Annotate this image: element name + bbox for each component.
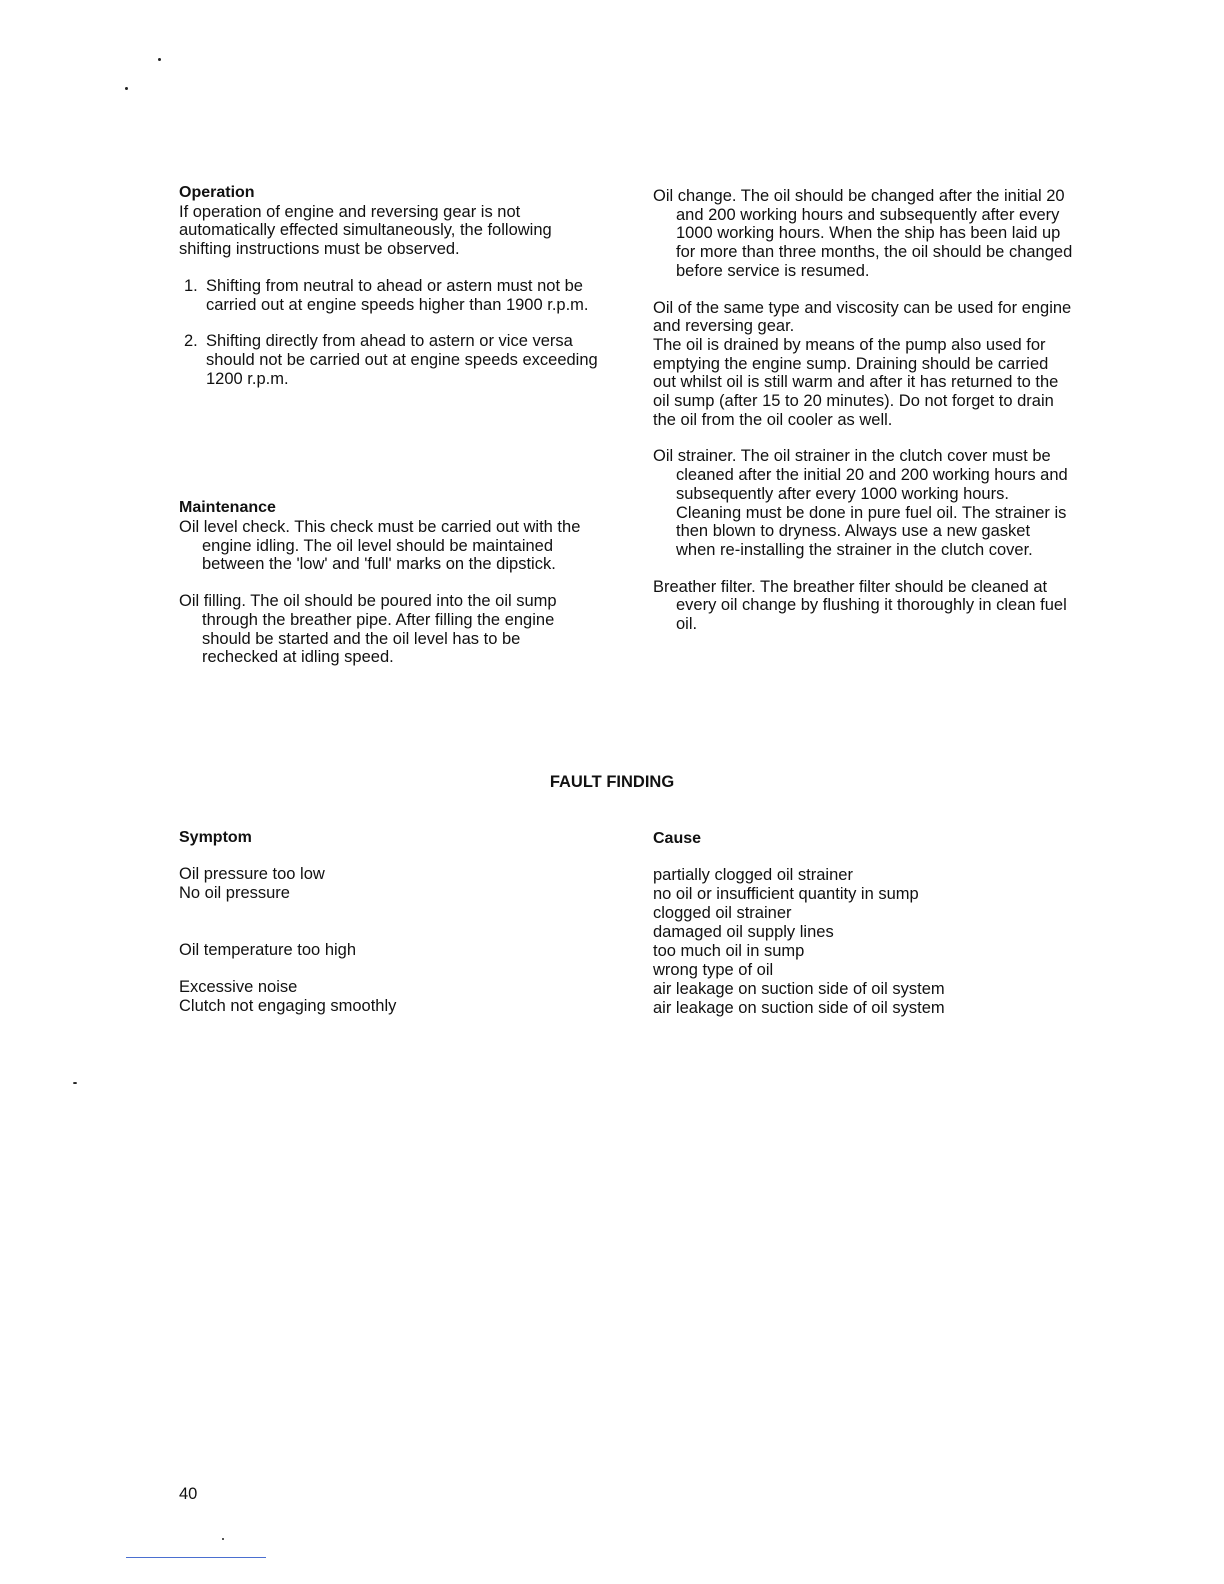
maintenance-heading: Maintenance	[179, 499, 276, 517]
operation-item-1	[179, 277, 599, 314]
cause-item: damaged oil supply lines	[653, 923, 834, 941]
symptom-excessive-noise: Excessive noise	[179, 978, 298, 996]
operation-heading: Operation	[179, 184, 255, 201]
cause-item: air leakage on suction side of oil system	[653, 980, 945, 998]
oil-change: Oil change. The oil should be changed after the initial 20 and 200 working hours and subsequently after every 1000 working hours. When the ship has been laid up for more than three months, the oil should be changed before service is resumed.	[653, 187, 1073, 280]
symptom-clutch: Clutch not engaging smoothly	[179, 997, 397, 1015]
oil-level-check: Oil level check. This check must be carried out with the engine idling. The oil level should be maintained between the 'low' and 'full' marks on the dipstick.	[179, 518, 581, 574]
cause-item: air leakage on suction side of oil system	[653, 999, 945, 1017]
scan-speck	[73, 1082, 77, 1084]
oil-filling: Oil filling. The oil should be poured into the oil sump through the breather pipe. After filling the engine should be started and the oil level has to be rechecked at idling speed.	[179, 592, 557, 667]
symptom-heading: Symptom	[179, 829, 252, 846]
right-column	[653, 187, 1073, 634]
breather-filter: Breather filter. The breather filter should be cleaned at every oil change by flushing it thoroughly in clean fuel oil.	[653, 577, 1067, 634]
item-number: 1.	[184, 276, 198, 295]
cause-item: clogged oil strainer	[653, 904, 792, 922]
scan-speck	[158, 58, 161, 61]
oil-drain: The oil is drained by means of the pump also used for emptying the engine sump. Draining should be carried out whilst oil is still warm and after it has returned to the oil sump (after 15 to 20 minutes). Do not forget to drain the oil from the oil cooler as well.	[653, 335, 1059, 429]
item-text: Shifting directly from ahead to astern or vice versa should not be carried out at engine speeds exceeding 1200 r.p.m.	[206, 332, 598, 388]
bottom-rule	[126, 1557, 266, 1558]
page-number: 40	[179, 1485, 198, 1503]
oil-strainer-cleaning: Cleaning must be done in pure fuel oil. The strainer is then blown to dryness. Always use a new gasket when re-installing the strainer in the clutch cover.	[676, 503, 1067, 559]
cause-item: partially clogged oil strainer	[653, 866, 853, 884]
operation-item-2	[179, 332, 599, 388]
symptom-oil-temp-high: Oil temperature too high	[179, 941, 357, 959]
symptom-oil-pressure-low: Oil pressure too low	[179, 865, 325, 883]
cause-heading: Cause	[653, 830, 702, 847]
operation-intro: If operation of engine and reversing gear is not automatically effected simultaneously, the following shifting instructions must be observed.	[179, 202, 552, 259]
oil-same-type: Oil of the same type and viscosity can be used for engine and reversing gear.	[653, 298, 1072, 336]
cause-column	[653, 829, 1073, 1018]
cause-item: too much oil in sump	[653, 942, 805, 960]
oil-strainer: Oil strainer. The oil strainer in the clutch cover must be cleaned after the initial 20 and 200 working hours and subsequently after every 1000 working hours.	[653, 447, 1068, 503]
fault-finding-heading: FAULT FINDING	[549, 773, 675, 791]
cause-item: wrong type of oil	[653, 961, 774, 979]
item-number: 2.	[184, 332, 198, 351]
cause-item: no oil or insufficient quantity in sump	[653, 885, 919, 903]
left-column	[179, 184, 599, 667]
symptom-no-oil-pressure: No oil pressure	[179, 884, 290, 902]
scan-speck	[125, 87, 128, 90]
item-text: Shifting from neutral to ahead or astern must not be carried out at engine speeds higher than 1900 r.p.m.	[206, 276, 589, 314]
scan-speck	[222, 1538, 224, 1540]
symptom-column	[179, 828, 599, 1016]
